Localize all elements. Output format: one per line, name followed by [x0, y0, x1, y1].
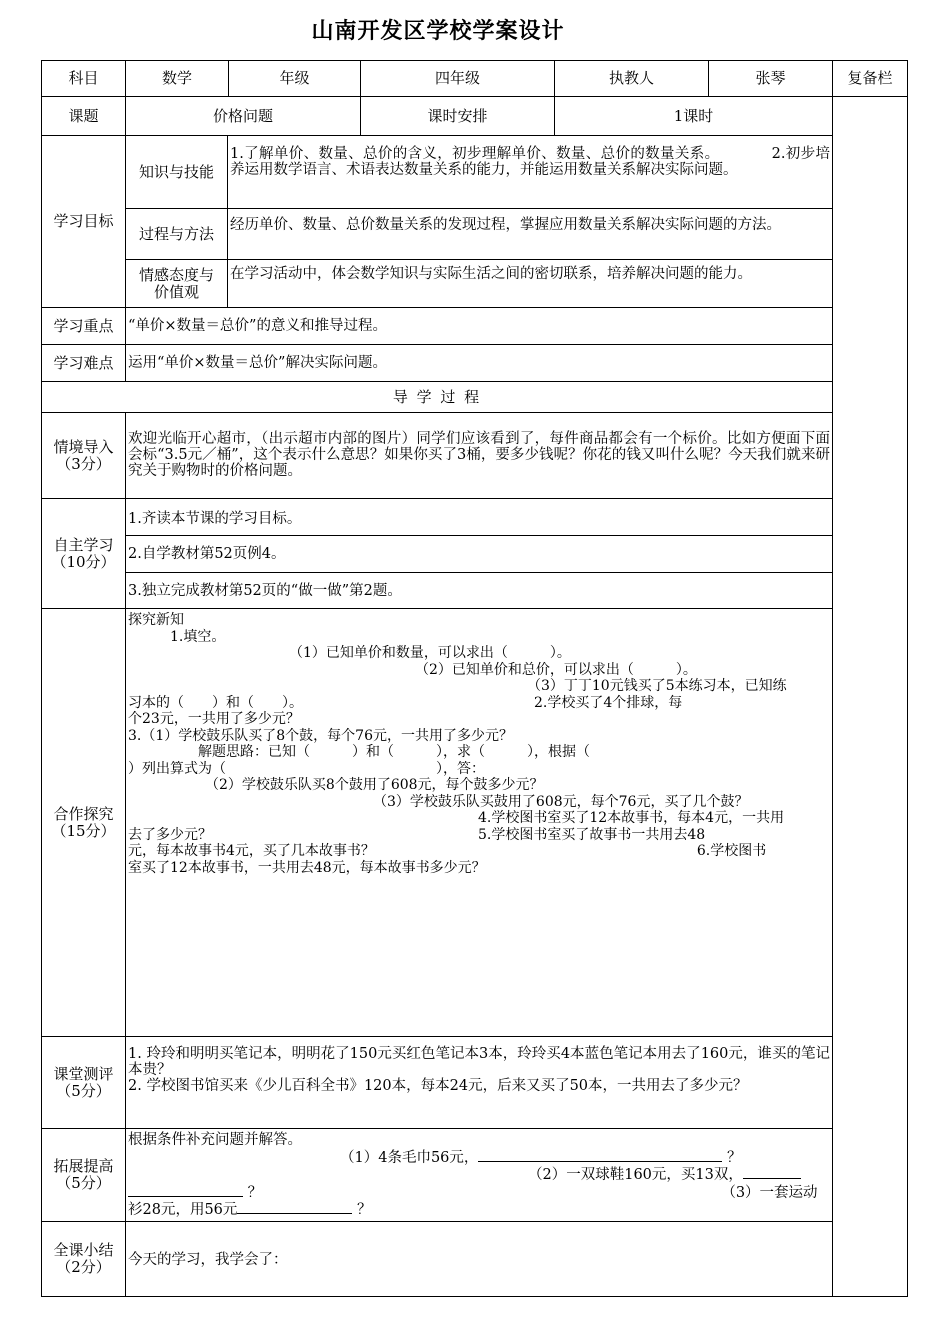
difficulty-label: 学习难点 — [41, 344, 126, 382]
quiz-item-2: 2. 学校图书馆买来《少儿百科全书》120本，每本24元，后来又买了50本，一共用去了多少元？ — [128, 1078, 748, 1094]
self-study-label-cell — [41, 498, 126, 609]
answer-blank — [237, 1213, 352, 1214]
summary-label-cell — [41, 1221, 126, 1297]
subject-label: 科目 — [41, 60, 126, 97]
extend-q2-end: ？ — [247, 1184, 263, 1201]
topic-value: 价格问题 — [125, 96, 361, 136]
extend-q1-line — [128, 1150, 830, 1168]
cooperate-line: 室买了12本故事书，一共用去48元，每本故事书多少元？ — [128, 859, 486, 876]
lesson-plan-table — [41, 60, 908, 1297]
quiz-content — [125, 1036, 833, 1129]
extend-q2: （2）一双球鞋160元，买13双， — [528, 1167, 743, 1183]
backup-column — [832, 96, 908, 1297]
cooperate-label: 合作探究 — [53, 804, 114, 823]
intro-label: 情境导入 — [53, 437, 114, 456]
extend-q3: （3）一套运动 — [721, 1184, 818, 1201]
cooperate-line: 个23元，一共用了多少元？ — [128, 711, 300, 727]
cooperate-line: （3）学校鼓乐队买鼓用了608元，每个76元，买了几个鼓？ — [128, 793, 749, 810]
quiz-time: （5分） — [56, 1081, 111, 1100]
quiz-label: 课堂测评 — [53, 1064, 114, 1083]
objective-attitude-label: 情感态度与价值观 — [125, 259, 228, 308]
quiz-label-cell — [41, 1036, 126, 1129]
self-study-item-2: 2.自学教材第52页例4。 — [125, 535, 833, 573]
objective-attitude-text: 在学习活动中，体会数学知识与实际生活之间的密切联系，培养解决问题的能力。 — [227, 259, 833, 308]
quiz-item-1: 1. 玲玲和明明买笔记本，明明花了150元买红色笔记本3本，玲玲买4本蓝色笔记本用去了160元，谁买的笔记本贵？ — [128, 1046, 830, 1078]
self-study-item-1: 1.齐读本节课的学习目标。 — [125, 498, 833, 536]
cooperate-line: （2）学校鼓乐队买8个鼓用了608元，每个鼓多少元？ — [128, 777, 544, 793]
self-study-item-3: 3.独立完成教材第52页的“做一做”第2题。 — [125, 572, 833, 609]
answer-blank — [478, 1161, 722, 1162]
extend-q3-cont-line — [128, 1202, 830, 1220]
page-title: 山南开发区学校学案设计 — [311, 19, 565, 44]
extend-time: （5分） — [56, 1174, 111, 1192]
focus-text: “单价×数量＝总价”的意义和推导过程。 — [125, 307, 833, 345]
cooperate-line: 习本的（ ）和（ ）。 2.学校买了4个排球，每 — [128, 694, 683, 711]
grade-label: 年级 — [228, 60, 361, 97]
cooperate-line: 元，每本故事书4元，买了几本故事书？ 6.学校图书 — [128, 843, 767, 859]
cooperate-line: 4.学校图书室买了12本故事书，每本4元，一共用 — [128, 810, 785, 826]
extend-intro: 根据条件补充问题并解答。 — [128, 1132, 302, 1148]
cooperate-line: （1）已知单价和数量，可以求出（ ）。 — [128, 645, 571, 661]
objective-knowledge-label: 知识与技能 — [125, 135, 228, 209]
cooperate-label-cell — [41, 608, 126, 1037]
cooperate-line: （3）丁丁10元钱买了5本练习本，已知练 — [128, 678, 787, 694]
self-study-time: （10分） — [51, 552, 116, 571]
cooperate-time: （15分） — [51, 821, 116, 840]
summary-text: 今天的学习，我学会了： — [125, 1221, 833, 1297]
extend-q2-line — [128, 1167, 830, 1185]
grade-value: 四年级 — [360, 60, 555, 97]
cooperate-line: 3.（1）学校鼓乐队买了8个鼓，每个76元，一共用了多少元？ — [128, 727, 513, 744]
extend-label: 拓展提高 — [53, 1157, 114, 1175]
objective-process-label: 过程与方法 — [125, 208, 228, 260]
cooperate-line: 解题思路：已知（ ）和（ ），求（ ），根据（ — [128, 744, 590, 760]
extend-q1: （1）4条毛巾56元， — [340, 1149, 479, 1166]
cooperate-line: 探究新知 — [128, 612, 184, 628]
summary-label: 全课小结 — [53, 1241, 114, 1259]
intro-time: （3分） — [56, 454, 111, 473]
process-heading: 导 学 过 程 — [41, 381, 833, 413]
backup-label: 复备栏 — [832, 60, 908, 97]
intro-label-cell — [41, 412, 126, 499]
schedule-label: 课时安排 — [360, 96, 555, 136]
cooperate-line: 1.填空。 — [128, 628, 226, 645]
extend-q2-cont-line — [128, 1185, 830, 1203]
intro-text: 欢迎光临开心超市，（出示超市内部的图片）同学们应该看到了，每件商品都会有一个标价。比如方便面下面会标“3.5元／桶”，这个表示什么意思？如果你买了3桶，要多少钱呢？你花的钱又叫什么呢？今天我们就来研究关于购物时的价格问题。 — [125, 412, 833, 499]
cooperate-line: （2）已知单价和总价，可以求出（ ）。 — [128, 661, 697, 678]
answer-blank — [128, 1196, 243, 1197]
objectives-label: 学习目标 — [41, 135, 126, 308]
extend-q3-cont: 衫28元，用56元 — [128, 1202, 238, 1218]
teacher-value: 张琴 — [708, 60, 833, 97]
teacher-label: 执教人 — [554, 60, 709, 97]
objective-knowledge-text: 1.了解单价、数量、总价的含义，初步理解单价、数量、总价的数量关系。 2.初步培养运用数学语言、术语表达数量关系的能力，并能运用数量关系解决实际问题。 — [227, 135, 833, 209]
extend-q3-end: ？ — [357, 1202, 372, 1218]
topic-label: 课题 — [41, 96, 126, 136]
objective-process-text: 经历单价、数量、总价数量关系的发现过程，掌握应用数量关系解决实际问题的方法。 — [227, 208, 833, 260]
focus-label: 学习重点 — [41, 307, 126, 345]
cooperate-line: 去了多少元？ 5.学校图书室买了故事书一共用去48 — [128, 826, 706, 843]
extend-label-cell — [41, 1128, 126, 1222]
extend-content — [125, 1128, 833, 1222]
self-study-label: 自主学习 — [53, 535, 114, 554]
answer-blank — [743, 1178, 801, 1179]
extend-q1-end: ？ — [727, 1149, 742, 1166]
subject-value: 数学 — [125, 60, 229, 97]
cooperate-content — [125, 608, 833, 1037]
schedule-value: 1课时 — [554, 96, 833, 136]
cooperate-line: ）列出算式为（ ），答： — [128, 760, 485, 777]
summary-time: （2分） — [56, 1258, 111, 1276]
difficulty-text: 运用“单价×数量＝总价”解决实际问题。 — [125, 344, 833, 382]
